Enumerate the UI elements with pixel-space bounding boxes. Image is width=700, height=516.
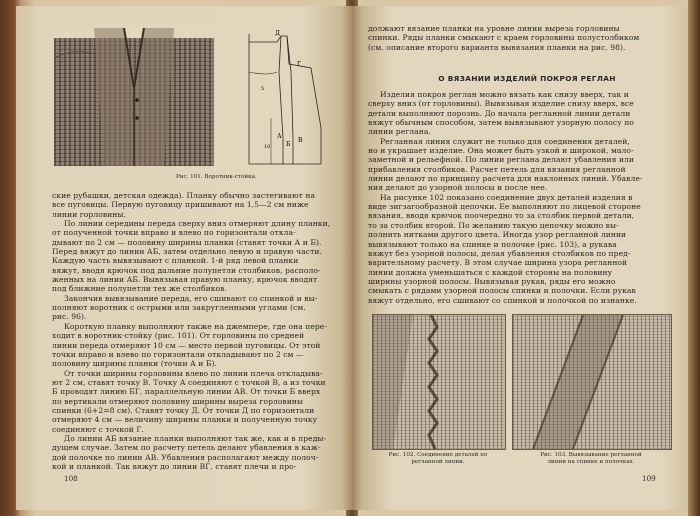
figure-101-photo (54, 28, 214, 166)
left-page (16, 6, 352, 510)
text-line: линии реглана. (368, 127, 431, 137)
right-page (352, 6, 688, 510)
text-line: полняют воротник с острыми или закругленными углами (см. (52, 303, 306, 313)
text-line: ские рубашки, детская одежда). Планку обычно застегивают на (52, 191, 316, 200)
text-line: виде зигзагообразной цепочки. Ее выполняют по лицевой стороне (368, 202, 641, 212)
label-b: Б (286, 141, 291, 148)
text-line: смыкать с рядами узорной полосы спинки и полочки. Если рукав (368, 286, 636, 296)
page-number-right: 109 (642, 474, 656, 483)
text-line: спинки. Ряды планки смыкают с краем горловины полустолбиком (368, 33, 640, 43)
text-line: детали выполняют порознь. До начала регланной линии детали (368, 108, 631, 118)
text-line: то за столбик второй. По желанию такую цепочку можно вы- (368, 220, 619, 230)
figure-101-diagram (221, 28, 339, 168)
left-body-text (52, 191, 342, 471)
text-line: На рисунке 102 показано соединение двух деталей изделия в (380, 192, 633, 202)
text-line: (см. описание второго варианта вывязания планки на рис. 98). (368, 42, 626, 52)
text-line: линии делают по принципу расчета для наклонных линий. Убавле- (368, 174, 643, 184)
text-line: дущем случае. Затем по расчету петель делают убавления в каж- (52, 443, 321, 453)
text-line: дывают по 2 см — половину ширины планки (ставят точки А и Б). (52, 237, 322, 247)
text-line: Регланная линия служит не только для соединения деталей, (380, 136, 630, 146)
text-line: Б проводят линию БГ, параллельную линии АВ. От точки Б вверх (52, 387, 321, 397)
label-v: В (298, 137, 303, 144)
text-line: линии должна уменьшаться с каждой стороны на половину (368, 267, 613, 277)
text-line: вяжут отдельно, его сшивают со спинкой и полочкой по изнанке. (368, 295, 637, 305)
label-g: Г (297, 61, 301, 68)
text-line: вяжут обычным способом, затем вывязывают узорную полосу по (368, 118, 634, 128)
text-line: все пуговицы. Первую пуговицу пришивают на 1,5—2 см ниже (52, 200, 309, 210)
text-line: отмеряют 4 см — величину ширины планки и полученную точку (52, 415, 318, 425)
label-d: Д (275, 30, 280, 37)
text-line: линии горловины. (52, 209, 126, 219)
caption-line: линии на спинке и полочках. (547, 458, 635, 465)
text-line: ния делают до узорной полосы и после нее. (368, 183, 548, 193)
text-line: ходит в воротник-стойку (рис. 101). От горловины по средней (52, 331, 305, 341)
text-line: рис. 96). (52, 312, 87, 322)
text-line: по вертикали отмеряют половину ширины выреза горловины (52, 396, 304, 406)
dim-10: 10 (264, 144, 271, 150)
text-line: от полученной точки вправо и влево по горизонтали откла- (52, 228, 296, 238)
garment-photo-illustration (54, 28, 214, 166)
dim-5: 5 (261, 86, 265, 92)
text-line: полнить нитками другого цвета. Иногда узор регланной линии (368, 230, 627, 240)
label-a: А (277, 133, 282, 140)
text-line: спинки (6+2=8 см). Ставят точку Д. От точки Д по горизонтали (52, 405, 315, 415)
text-line: должают вязание планки на уровне линии выреза горловины (368, 24, 620, 33)
raglan-seam-illustration (373, 315, 505, 449)
figure-101-caption: Рис. 101. Воротник-стойка. (176, 174, 257, 180)
page-number-left: 108 (64, 474, 78, 483)
text-line: Каждую часть вывязывают с планкой. 1-й ряд левой планки (52, 256, 299, 266)
text-line: вывязывают только на спинке и полочке (рис. 103), а рукава (368, 239, 617, 249)
text-line: сверху вниз (от горловины). Вывязывая изделие снизу вверх, все (368, 99, 634, 109)
text-line: заметной и рельефной. По линии реглана делают убавления или (368, 155, 635, 165)
text-line: под ближние полупетли тех же столбиков. (52, 284, 227, 294)
text-line: линии переда отмеряют 10 см — место первой пуговицы. От этой (52, 340, 321, 350)
text-line: Перед вяжут до линии АБ, затем отдельно левую и правую части. (52, 247, 322, 257)
text-line: Короткую планку выполняют также на джемпере, где она пере- (64, 321, 327, 331)
text-line: Закончив вывязывание переда, его сшивают со спинкой и вы- (64, 293, 318, 303)
right-body-text (368, 90, 666, 305)
text-line: До линии АБ вязание планки выполняют так же, как и в преды- (64, 433, 327, 443)
text-line: но и украшает изделие. Она может быть узкой и широкой, мало- (368, 146, 634, 156)
text-line: дой полочке по линии АВ. Убавления располагают между полоч- (52, 452, 319, 462)
text-line: кой и планкой. Так вяжут до линии ВГ, ставят плечи и про- (52, 461, 297, 471)
text-line: соединяют с точкой Г. (52, 424, 144, 434)
caption-line: Рис. 103. Вывязывание регланной (540, 452, 642, 458)
text-line: Изделия покроя реглан можно вязать как снизу вверх, так и (380, 90, 629, 99)
text-line: половину ширины планки (точки А и Б). (52, 359, 217, 369)
right-top-text (368, 24, 666, 52)
text-line: От точки ширины горловины влево по линии плеча откладыва- (64, 368, 323, 378)
figure-103-caption (512, 452, 670, 466)
section-heading: О ВЯЗАНИИ ИЗДЕЛИЙ ПОКРОЯ РЕГЛАН (438, 74, 616, 83)
caption-line: регланной линии. (411, 458, 465, 465)
caption-line: Рис. 102. Соединение деталей по (388, 452, 488, 458)
text-line: вяжут, вводя крючок под дальние полупетли столбиков, располо- (52, 265, 321, 275)
text-line: вязания, вводя крючок поочередно то за столбик первой детали, (368, 211, 635, 221)
text-line: женных на линии АБ. Вывязывая правую планку, крючок вводят (52, 275, 318, 285)
text-line: вяжут без узорной полосы, делая убавления столбиков по пред- (368, 248, 631, 258)
book-edge (688, 0, 700, 516)
text-line: прибавления столбиков. Расчет петель для вязания регланной (368, 164, 626, 174)
text-line: варительному расчету. В этом случае ширина узора регланной (368, 258, 628, 268)
text-line: По линии середины переда сверху вниз отмеряют длину планки, (64, 219, 331, 229)
text-line: ширины узорной полосы. Вывязывая рукав, ряды его можно (368, 276, 616, 286)
text-line: ют 2 см, ставят точку В. Точку А соединяют с точкой В, а из точки (52, 377, 326, 387)
figure-102-caption (372, 452, 504, 466)
figure-102-photo (372, 314, 506, 450)
figure-103-photo (512, 314, 672, 450)
text-line: точки вправо и влево по горизонтали откладывают по 2 см — (52, 349, 304, 359)
raglan-panel-illustration (513, 315, 671, 449)
